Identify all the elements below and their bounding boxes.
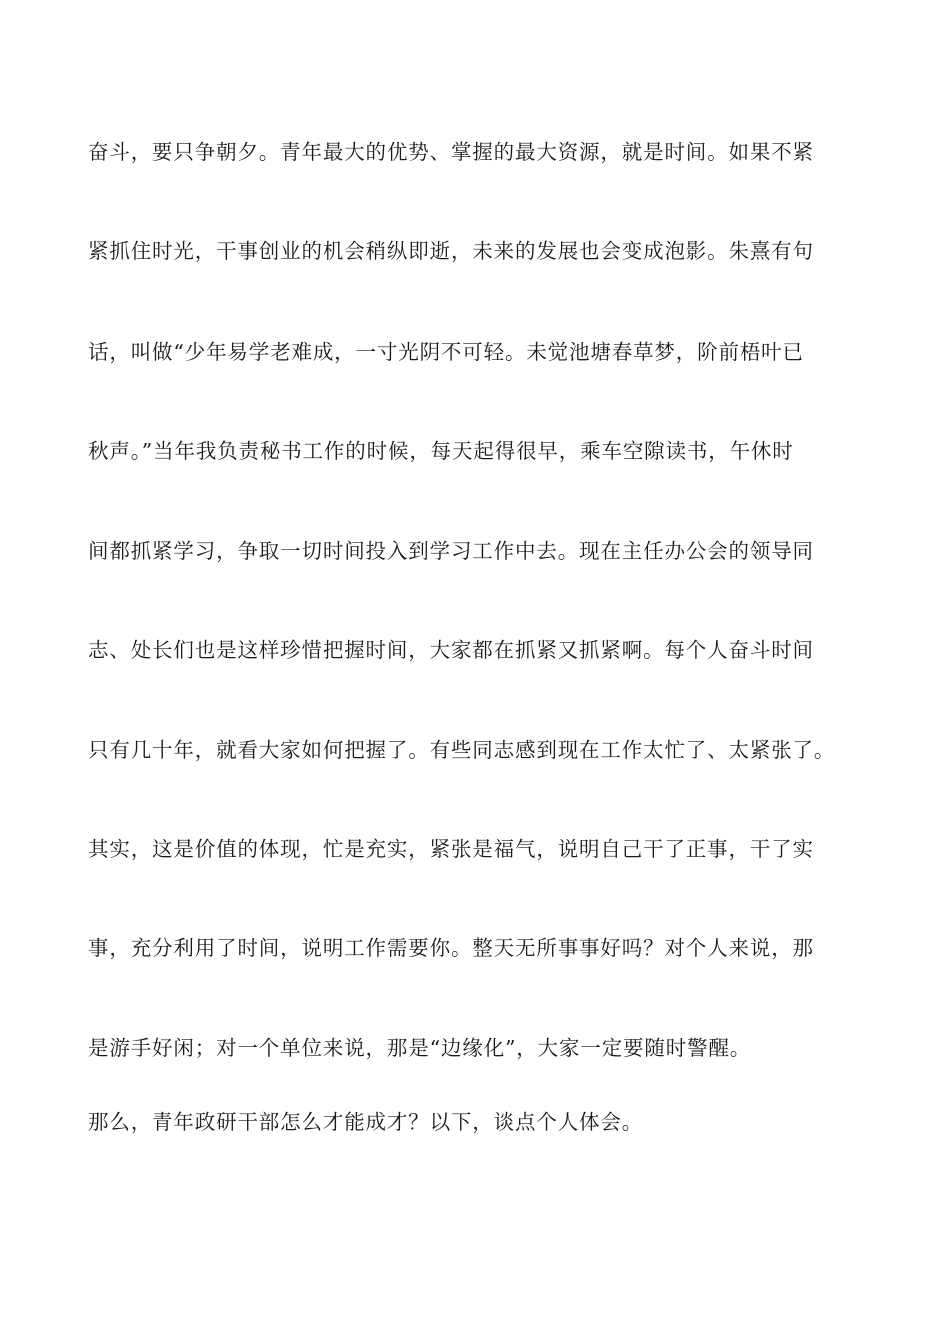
paragraph-line-7: 只有几十年，就看大家如何把握了。有些同志感到现在工作太忙了、太紧张了。 [88, 738, 836, 762]
paragraph-line-8: 其实，这是价值的体现，忙是充实，紧张是福气，说明自己干了正事，干了实 [88, 837, 814, 861]
paragraph-line-5: 间都抓紧学习，争取一切时间投入到学习工作中去。现在主任办公会的领导同 [88, 539, 814, 563]
paragraph-line-2: 紧抓住时光，干事创业的机会稍纵即逝，未来的发展也会变成泡影。朱熹有句 [88, 239, 814, 263]
paragraph-line-10: 是游手好闲；对一个单位来说，那是“边缘化”，大家一定要随时警醒。 [88, 1036, 752, 1060]
paragraph-line-4: 秋声。”当年我负责秘书工作的时候，每天起得很早，乘车空隙读书，午休时 [88, 439, 794, 463]
paragraph-line-11: 那么，青年政研干部怎么才能成才？以下，谈点个人体会。 [88, 1110, 644, 1134]
paragraph-line-1: 奋斗，要只争朝夕。青年最大的优势、掌握的最大资源，就是时间。如果不紧 [88, 140, 814, 164]
paragraph-line-9: 事，充分利用了时间，说明工作需要你。整天无所事事好吗？对个人来说，那 [88, 936, 814, 960]
paragraph-line-3: 话，叫做“少年易学老难成，一寸光阴不可轻。未觉池塘春草梦，阶前梧叶已 [88, 340, 804, 364]
paragraph-line-6: 志、处长们也是这样珍惜把握时间，大家都在抓紧又抓紧啊。每个人奋斗时间 [88, 638, 814, 662]
